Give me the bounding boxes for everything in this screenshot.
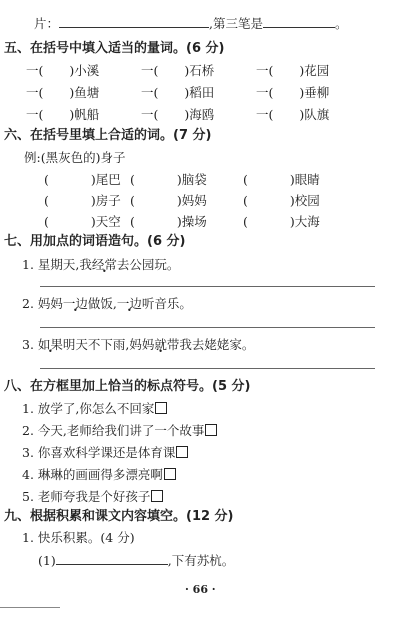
s7-item-3-text-c: 明天不下雨,妈妈 bbox=[62, 337, 155, 352]
s7-item-3-text-a: 3. bbox=[22, 337, 38, 352]
s6-word: )尾巴 bbox=[90, 172, 121, 187]
s5-open: 一( bbox=[141, 107, 159, 122]
answer-blank[interactable] bbox=[59, 15, 209, 28]
s5-word: )帆船 bbox=[69, 107, 100, 122]
answer-line-2[interactable] bbox=[40, 327, 375, 328]
punctuation-box[interactable] bbox=[151, 490, 163, 502]
s6-word: )天空 bbox=[90, 214, 121, 229]
s6-open: ( bbox=[243, 214, 248, 229]
s8-item-text: 4. 琳琳的画画得多漂亮啊 bbox=[22, 467, 163, 482]
s5-item bbox=[26, 63, 99, 79]
punctuation-box[interactable] bbox=[164, 468, 176, 480]
s7-item-3-dotted-word-2: 就 bbox=[154, 337, 167, 352]
s6-item bbox=[44, 214, 121, 230]
punctuation-box[interactable] bbox=[176, 446, 188, 458]
s8-item-text: 3. 你喜欢科学课还是体育课 bbox=[22, 445, 176, 460]
answer-blank[interactable] bbox=[56, 552, 168, 565]
top-line bbox=[34, 15, 348, 32]
s7-item-3-dotted-word-1: 如果 bbox=[37, 337, 63, 352]
s6-open: ( bbox=[44, 172, 49, 187]
s5-open: 一( bbox=[26, 63, 44, 78]
s6-item bbox=[243, 193, 320, 209]
top-end: 。 bbox=[335, 16, 348, 31]
punctuation-box[interactable] bbox=[155, 402, 167, 414]
s8-item bbox=[22, 423, 217, 439]
s6-word: )妈妈 bbox=[176, 193, 207, 208]
s7-item-2-text-a: 2. 妈妈 bbox=[22, 296, 63, 311]
s5-open: 一( bbox=[256, 63, 274, 78]
section-6-example: 例:(黑灰色的)身子 bbox=[24, 150, 126, 165]
s7-item-1-text-c: 去公园玩。 bbox=[116, 257, 180, 272]
s7-item-2-text-c: 做饭, bbox=[87, 296, 117, 311]
s7-item-2-dotted-word-1: 一边 bbox=[62, 296, 88, 311]
s5-word: )小溪 bbox=[69, 63, 100, 78]
section-7-title: 七、用加点的词语造句。(6 分) bbox=[4, 234, 186, 249]
s7-item-2 bbox=[22, 296, 192, 312]
s8-item bbox=[22, 401, 167, 417]
s5-word: )队旗 bbox=[299, 107, 330, 122]
s5-item bbox=[141, 63, 214, 79]
s7-item-1-dotted-word: 经常 bbox=[91, 257, 117, 272]
s6-open: ( bbox=[130, 172, 135, 187]
s6-word: )校园 bbox=[289, 193, 320, 208]
s7-item-1-text-a: 1. 星期天,我 bbox=[22, 257, 92, 272]
s6-open: ( bbox=[130, 193, 135, 208]
s5-word: )垂柳 bbox=[299, 85, 330, 100]
section-6-title: 六、在括号里填上合适的词。(7 分) bbox=[4, 128, 212, 143]
s5-open: 一( bbox=[141, 63, 159, 78]
s6-item bbox=[243, 214, 320, 230]
page-number: · 66 · bbox=[185, 583, 216, 596]
s6-open: ( bbox=[44, 193, 49, 208]
answer-line-3[interactable] bbox=[40, 368, 375, 369]
s6-open: ( bbox=[243, 172, 248, 187]
s6-item bbox=[44, 172, 121, 188]
s8-item bbox=[22, 445, 188, 461]
s5-open: 一( bbox=[26, 85, 44, 100]
s6-open: ( bbox=[243, 193, 248, 208]
top-prefix: 片： bbox=[34, 16, 60, 31]
s6-word: )眼睛 bbox=[289, 172, 320, 187]
s5-item bbox=[26, 107, 99, 123]
s5-open: 一( bbox=[256, 85, 274, 100]
s9-line-1 bbox=[38, 552, 234, 569]
s5-item bbox=[141, 85, 214, 101]
s6-item bbox=[130, 214, 207, 230]
section-5-title: 五、在括号中填入适当的量词。(6 分) bbox=[4, 41, 225, 56]
s6-word: )大海 bbox=[289, 214, 320, 229]
s7-item-3-text-e: 带我去姥姥家。 bbox=[166, 337, 255, 352]
s7-item-2-dotted-word-2: 一边 bbox=[116, 296, 142, 311]
s8-item-text: 5. 老师夸我是个好孩子 bbox=[22, 489, 151, 504]
s5-item bbox=[256, 63, 329, 79]
page-edge-divider bbox=[0, 607, 60, 608]
s5-open: 一( bbox=[141, 85, 159, 100]
s5-word: )花园 bbox=[299, 63, 330, 78]
s6-word: )房子 bbox=[90, 193, 121, 208]
s6-item bbox=[243, 172, 320, 188]
s7-item-3 bbox=[22, 337, 254, 353]
s6-word: )操场 bbox=[176, 214, 207, 229]
s6-item bbox=[44, 193, 121, 209]
s5-item bbox=[256, 85, 329, 101]
s8-item-text: 2. 今天,老师给我们讲了一个故事 bbox=[22, 423, 205, 438]
s8-item bbox=[22, 489, 163, 505]
top-mid: ,第三笔是 bbox=[209, 16, 263, 31]
s5-open: 一( bbox=[256, 107, 274, 122]
s8-item bbox=[22, 467, 176, 483]
s8-item-text: 1. 放学了,你怎么不回家 bbox=[22, 401, 155, 416]
s9-sub: 1. 快乐积累。(4 分) bbox=[22, 530, 135, 545]
s5-word: )鱼塘 bbox=[69, 85, 100, 100]
s5-word: )稻田 bbox=[184, 85, 215, 100]
s6-open: ( bbox=[130, 214, 135, 229]
punctuation-box[interactable] bbox=[205, 424, 217, 436]
s6-open: ( bbox=[44, 214, 49, 229]
s7-item-2-text-e: 听音乐。 bbox=[141, 296, 192, 311]
s6-item bbox=[130, 172, 207, 188]
s9-line-1-suffix: ,下有苏杭。 bbox=[167, 553, 235, 568]
s5-open: 一( bbox=[26, 107, 44, 122]
s5-item bbox=[256, 107, 329, 123]
s6-word: )脑袋 bbox=[176, 172, 207, 187]
answer-line-1[interactable] bbox=[40, 286, 375, 287]
s5-item bbox=[141, 107, 214, 123]
section-9-title: 九、根据积累和课文内容填空。(12 分) bbox=[4, 509, 234, 524]
s5-item bbox=[26, 85, 99, 101]
answer-blank[interactable] bbox=[263, 15, 335, 28]
s9-line-1-prefix: (1) bbox=[38, 553, 56, 568]
s6-item bbox=[130, 193, 207, 209]
section-8-title: 八、在方框里加上恰当的标点符号。(5 分) bbox=[4, 379, 251, 394]
s5-word: )石桥 bbox=[184, 63, 215, 78]
s7-item-1 bbox=[22, 257, 179, 273]
s5-word: )海鸥 bbox=[184, 107, 215, 122]
